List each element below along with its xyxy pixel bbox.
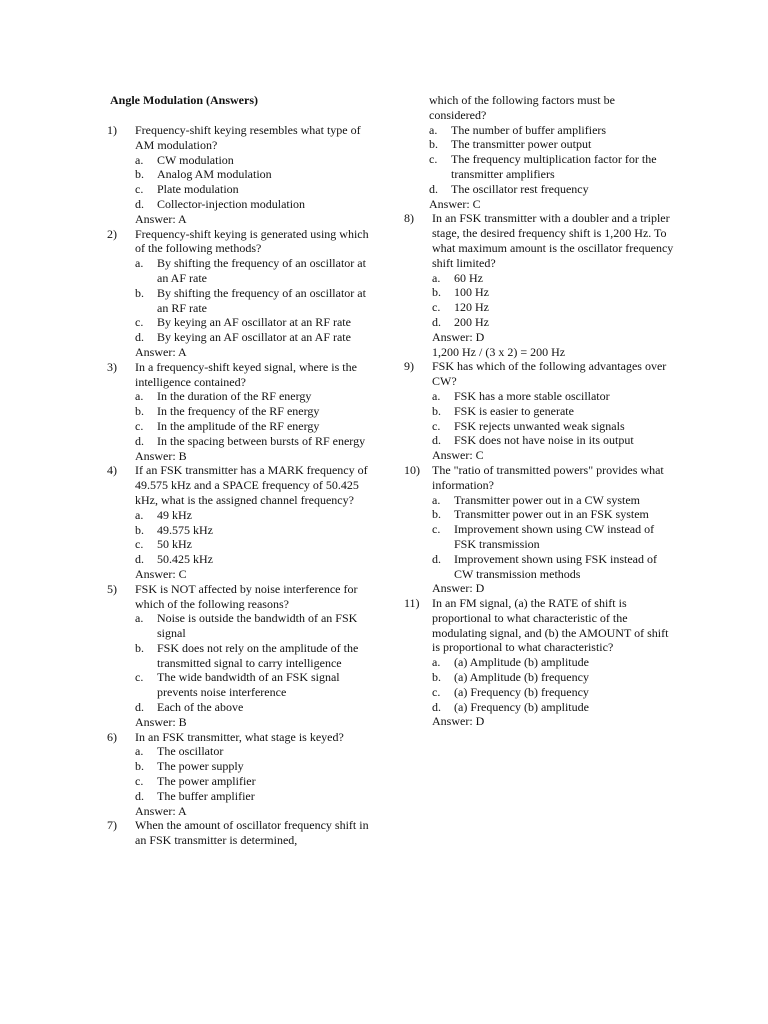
option-text: Improvement shown using CW instead of FSK transmission — [454, 522, 655, 551]
option-text: The buffer amplifier — [157, 788, 255, 803]
question-number: 2) — [107, 226, 117, 241]
option — [135, 197, 372, 212]
option — [135, 744, 372, 759]
option-letter: b. — [135, 640, 144, 655]
option-letter: c. — [135, 670, 144, 685]
option-letter: d. — [432, 314, 441, 329]
question-number: 5) — [107, 581, 117, 596]
option-letter: b. — [432, 507, 441, 522]
option-letter: d. — [429, 181, 438, 196]
option-letter: d. — [135, 788, 144, 803]
question-item — [107, 730, 372, 819]
option — [432, 271, 674, 286]
option-text: By keying an AF oscillator at an AF rate — [157, 330, 351, 345]
option — [135, 419, 372, 434]
question-item — [404, 596, 674, 729]
question-text: which of the following factors must be considered? — [429, 93, 615, 122]
answer-text: Answer: A — [135, 344, 187, 359]
option-letter: c. — [135, 537, 144, 552]
option-text: By shifting the frequency of an oscillator at an RF rate — [157, 285, 366, 315]
option — [135, 641, 372, 671]
option-text: Each of the above — [157, 700, 244, 715]
option-letter: c. — [135, 774, 144, 789]
question-item — [404, 359, 674, 463]
question-text: In a frequency-shift keyed signal, where is the intelligence contained? — [135, 359, 357, 389]
option-letter: b. — [135, 404, 144, 419]
option — [135, 774, 372, 789]
option-text: The oscillator rest frequency — [451, 181, 589, 196]
option-letter: d. — [432, 699, 441, 714]
option — [135, 286, 372, 316]
option — [432, 522, 674, 552]
option-text: In the duration of the RF energy — [157, 389, 312, 404]
option-text: The number of buffer amplifiers — [451, 122, 607, 137]
question-number: 9) — [404, 359, 414, 374]
answer-text: Answer: D — [432, 329, 485, 344]
option-text: Collector-injection modulation — [157, 196, 306, 211]
option-letter: c. — [432, 418, 441, 433]
option-text: 100 Hz — [454, 285, 489, 300]
option — [135, 153, 372, 168]
option-text: FSK has a more stable oscillator — [454, 388, 610, 403]
option — [135, 789, 372, 804]
option — [135, 404, 372, 419]
option-text: In the amplitude of the RF energy — [157, 418, 320, 433]
option — [432, 419, 674, 434]
option — [432, 300, 674, 315]
option-letter: d. — [135, 552, 144, 567]
option-text: The power supply — [157, 759, 244, 774]
option-letter: b. — [135, 522, 144, 537]
option — [135, 508, 372, 523]
option-text: The frequency multiplication factor for the transmitter amplifiers — [451, 152, 657, 181]
option — [135, 552, 372, 567]
question-number: 1) — [107, 123, 117, 137]
answer-text: Answer: D — [432, 581, 485, 596]
option — [135, 670, 372, 700]
option — [432, 389, 674, 404]
option-letter: d. — [432, 433, 441, 448]
option — [432, 315, 674, 330]
option-letter: b. — [432, 670, 441, 685]
option-text: FSK does not have noise in its output — [454, 433, 634, 448]
option — [432, 493, 674, 508]
option — [429, 152, 674, 182]
option — [432, 552, 674, 582]
option — [135, 330, 372, 345]
option — [135, 167, 372, 182]
option-text: Noise is outside the bandwidth of an FSK signal — [157, 611, 358, 641]
option-text: 200 Hz — [454, 314, 489, 329]
option-letter: a. — [135, 256, 144, 271]
option-letter: c. — [135, 315, 144, 330]
option — [432, 404, 674, 419]
option — [432, 700, 674, 715]
answer-text: Answer: B — [135, 714, 187, 729]
question-number: 4) — [107, 463, 117, 478]
option-text: In the spacing between bursts of RF energy — [157, 433, 366, 448]
option-letter: c. — [429, 152, 438, 167]
option — [135, 759, 372, 774]
option — [135, 523, 372, 538]
option-text: 50 kHz — [157, 537, 192, 552]
option-text: The wide bandwidth of an FSK signal prevents noise interference — [157, 670, 340, 700]
option — [135, 434, 372, 449]
left-column — [107, 123, 372, 848]
option-text: 60 Hz — [454, 270, 483, 285]
option-letter: d. — [432, 551, 441, 566]
answer-text: Answer: A — [135, 211, 187, 226]
question-item — [404, 463, 674, 596]
answer-note: 1,200 Hz / (3 x 2) = 200 Hz — [432, 344, 566, 359]
option — [429, 123, 674, 138]
option — [432, 670, 674, 685]
option — [429, 137, 674, 152]
option — [432, 685, 674, 700]
option-letter: d. — [135, 330, 144, 345]
option-letter: a. — [135, 389, 144, 404]
answer-text: Answer: D — [432, 714, 485, 729]
question-item — [107, 123, 372, 227]
option-letter: a. — [432, 388, 441, 403]
question-text: In an FSK transmitter with a doubler and a tripler stage, the desired frequency shift is 1,200 Hz. To what maximum amount is the oscillator frequency shift limited? — [432, 211, 674, 270]
option — [135, 256, 372, 286]
option — [135, 537, 372, 552]
option-text: Plate modulation — [157, 182, 239, 197]
option-text: The transmitter power output — [451, 137, 592, 152]
option-text: Improvement shown using FSK instead of CW transmission methods — [454, 551, 657, 581]
question-number: 11) — [404, 596, 420, 611]
option-text: 120 Hz — [454, 300, 489, 315]
question-text: FSK is NOT affected by noise interference for which of the following reasons? — [135, 581, 358, 611]
option-letter: b. — [432, 403, 441, 418]
option-text: CW modulation — [157, 152, 234, 167]
question-text: When the amount of oscillator frequency shift in an FSK transmitter is determined, — [135, 818, 369, 848]
option-letter: a. — [432, 270, 441, 285]
option-letter: d. — [135, 433, 144, 448]
question-number: 8) — [404, 211, 414, 226]
option-text: By shifting the frequency of an oscillator at an AF rate — [157, 256, 366, 285]
option — [135, 182, 372, 197]
question-number: 10) — [404, 462, 420, 477]
question-item — [404, 211, 674, 359]
option-text: 50.425 kHz — [157, 552, 213, 567]
option-text: The power amplifier — [157, 774, 256, 789]
answer-text: Answer: C — [135, 566, 187, 581]
question-item — [107, 582, 372, 730]
question-text: The "ratio of transmitted powers" provides what information? — [432, 462, 664, 492]
option-letter: b. — [432, 285, 441, 300]
option — [432, 507, 674, 522]
question-number: 6) — [107, 729, 117, 744]
right-column — [404, 93, 674, 729]
question-text: Frequency-shift keying resembles what type of AM modulation? — [135, 123, 361, 152]
option-letter: a. — [429, 122, 438, 137]
option-letter: a. — [135, 152, 144, 167]
question-text: FSK has which of the following advantages over CW? — [432, 359, 667, 389]
question-number: 3) — [107, 359, 117, 374]
option-text: By keying an AF oscillator at an RF rate — [157, 315, 351, 330]
question-number: 7) — [107, 818, 117, 833]
option-letter: d. — [135, 700, 144, 715]
question-item — [107, 360, 372, 464]
option-text: FSK is easier to generate — [454, 403, 574, 418]
option-text: 49 kHz — [157, 507, 192, 522]
question-item — [107, 818, 372, 848]
option — [432, 655, 674, 670]
option-letter: b. — [135, 167, 144, 182]
option-letter: b. — [429, 137, 438, 152]
option — [135, 389, 372, 404]
page-title: Angle Modulation (Answers) — [110, 93, 259, 107]
question-7-continued — [404, 93, 674, 211]
option-letter: c. — [432, 684, 441, 699]
option-letter: a. — [432, 655, 441, 670]
option — [135, 315, 372, 330]
question-text: Frequency-shift keying is generated using which of the following methods? — [135, 226, 369, 256]
option-text: FSK rejects unwanted weak signals — [454, 418, 625, 433]
option-text: FSK does not rely on the amplitude of the transmitted signal to carry intelligence — [157, 640, 359, 670]
answer-text: Answer: C — [432, 448, 484, 463]
option-letter: a. — [135, 611, 144, 626]
question-text: If an FSK transmitter has a MARK frequency of 49.575 kHz and a SPACE frequency of 50.425 kHz, what is the assigned channel frequency? — [135, 463, 368, 507]
option — [432, 433, 674, 448]
option-letter: a. — [135, 507, 144, 522]
answer-text: Answer: B — [135, 448, 187, 463]
option-text: 49.575 kHz — [157, 522, 213, 537]
answer-text: Answer: A — [135, 803, 187, 818]
question-text: In an FM signal, (a) the RATE of shift is proportional to what characteristic of the modulating signal, and (b) the AMOUNT of shift is proportional to what characteristic? — [432, 596, 669, 655]
option-letter: b. — [135, 285, 144, 300]
option-text: Analog AM modulation — [157, 167, 272, 182]
option-letter: c. — [432, 522, 441, 537]
option-letter: a. — [432, 492, 441, 507]
option-letter: d. — [135, 196, 144, 211]
option-text: Transmitter power out in a CW system — [454, 492, 640, 507]
option-text: (a) Amplitude (b) frequency — [454, 670, 589, 685]
option-text: In the frequency of the RF energy — [157, 404, 320, 419]
question-item — [107, 463, 372, 581]
option-letter: c. — [135, 182, 144, 197]
option — [135, 611, 372, 641]
option-text: The oscillator — [157, 744, 224, 759]
option-letter: b. — [135, 759, 144, 774]
option-letter: a. — [135, 744, 144, 759]
option — [135, 700, 372, 715]
option-text: Transmitter power out in an FSK system — [454, 507, 649, 522]
question-text: In an FSK transmitter, what stage is keyed? — [135, 729, 344, 744]
option-text: (a) Frequency (b) amplitude — [454, 699, 589, 714]
option — [429, 182, 674, 197]
option-letter: c. — [135, 418, 144, 433]
option-text: (a) Frequency (b) frequency — [454, 684, 589, 699]
option — [432, 285, 674, 300]
option-letter: c. — [432, 300, 441, 315]
answer-text: Answer: C — [429, 196, 481, 211]
option-text: (a) Amplitude (b) amplitude — [454, 655, 589, 670]
question-item — [107, 227, 372, 360]
